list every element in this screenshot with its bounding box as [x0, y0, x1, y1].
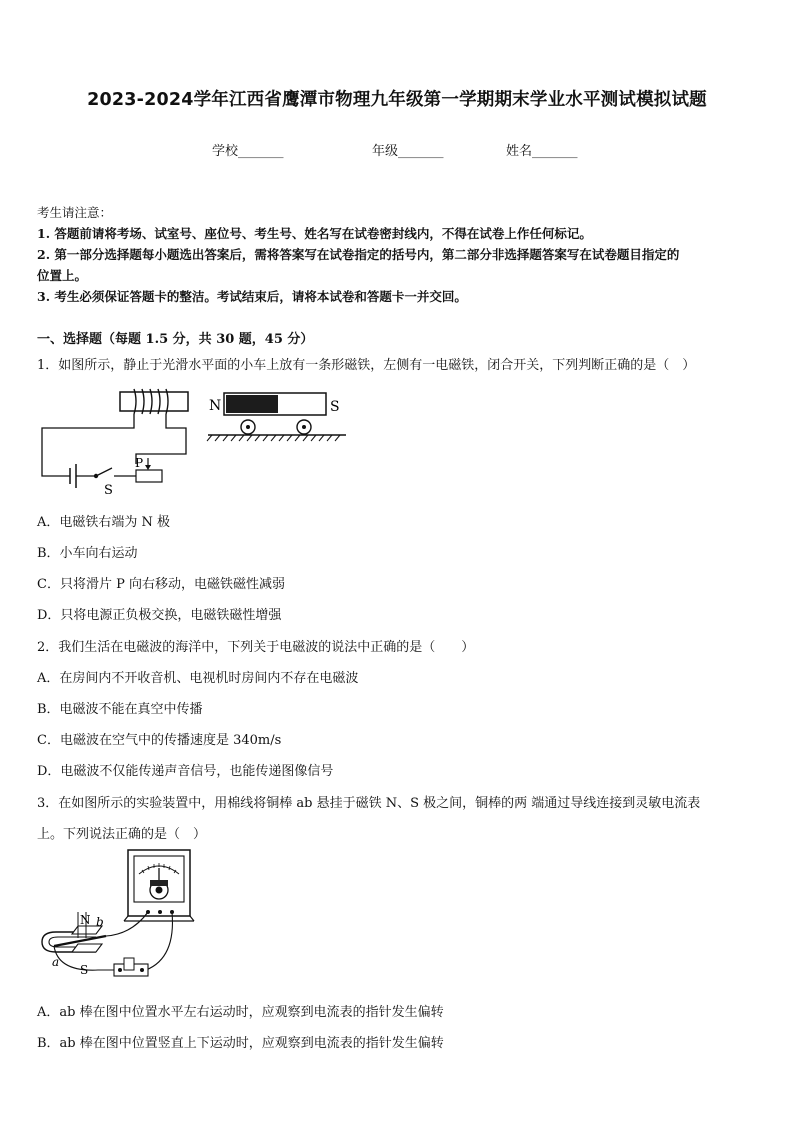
notice-heading: 考生请注意：: [37, 205, 113, 220]
q2-option-c: C．电磁波在空气中的传播速度是 340m/s: [37, 733, 282, 748]
school-field: 学校_______: [212, 144, 284, 159]
notice-item-2: 2. 第一部分选择题每小题选出答案后，需将答案写在试卷指定的括号内，第二部分非选择题答案写在试卷题目指定的: [37, 247, 680, 262]
notice-item-3: 3. 考生必须保证答题卡的整洁。考试结束后，请将本试卷和答题卡一并交回。: [37, 289, 467, 304]
exam-title: 2023-2024学年江西省鹰潭市物理九年级第一学期期末学业水平测试模拟试题: [87, 90, 707, 110]
notice-item-1: 1. 答题前请将考场、试室号、座位号、考生号、姓名写在试卷密封线内，不得在试卷上作任何标记。: [37, 226, 592, 241]
magnet-s-label-q3: S: [80, 963, 89, 977]
q2-option-b: B．电磁波不能在真空中传播: [37, 702, 203, 717]
q1-option-a: A．电磁铁右端为 N 极: [37, 515, 171, 530]
slider-p-label: P: [135, 456, 144, 470]
name-field: 姓名_______: [506, 144, 578, 159]
rod-end-a-label: a: [52, 955, 60, 969]
rod-end-b-label: b: [96, 915, 104, 929]
question-1-figure: [36, 384, 366, 500]
section-heading: 一、选择题（每题 1.5 分，共 30 题，45 分）: [37, 332, 314, 347]
q2-option-d: D．电磁波不仅能传递声音信号，也能传递图像信号: [37, 764, 334, 779]
q1-option-d: D．只将电源正负极交换，电磁铁磁性增强: [37, 608, 282, 623]
notice-item-2-cont: 位置上。: [37, 268, 88, 283]
question-3-stem-line-1: 3．在如图所示的实验装置中，用棉线将铜棒 ab 悬挂于磁铁 N、S 极之间，铜棒的两 端通过导线连接到灵敏电流表: [37, 796, 701, 811]
question-3-stem-line-2: 上。下列说法正确的是（ ）: [37, 827, 207, 842]
q1-option-b: B．小车向右运动: [37, 546, 138, 561]
q3-option-a: A．ab 棒在图中位置水平左右运动时，应观察到电流表的指针发生偏转: [37, 1005, 444, 1020]
q3-option-b: B．ab 棒在图中位置竖直上下运动时，应观察到电流表的指针发生偏转: [37, 1036, 444, 1051]
magnet-n-label-q3: N: [80, 913, 91, 927]
question-1-stem: 1．如图所示，静止于光滑水平面的小车上放有一条形磁铁，左侧有一电磁铁，闭合开关，下列判断正确的是（ ）: [37, 358, 696, 373]
magnet-s-label: S: [330, 399, 340, 415]
q2-option-a: A．在房间内不开收音机、电视机时房间内不存在电磁波: [37, 671, 359, 686]
q1-option-c: C．只将滑片 P 向右移动，电磁铁磁性减弱: [37, 577, 285, 592]
question-3-figure: [36, 846, 206, 988]
question-2-stem: 2．我们生活在电磁波的海洋中，下列关于电磁波的说法中正确的是（ ）: [37, 640, 475, 655]
magnet-n-label: N: [209, 398, 222, 414]
switch-s-label: S: [104, 483, 113, 498]
grade-field: 年级_______: [372, 144, 444, 159]
